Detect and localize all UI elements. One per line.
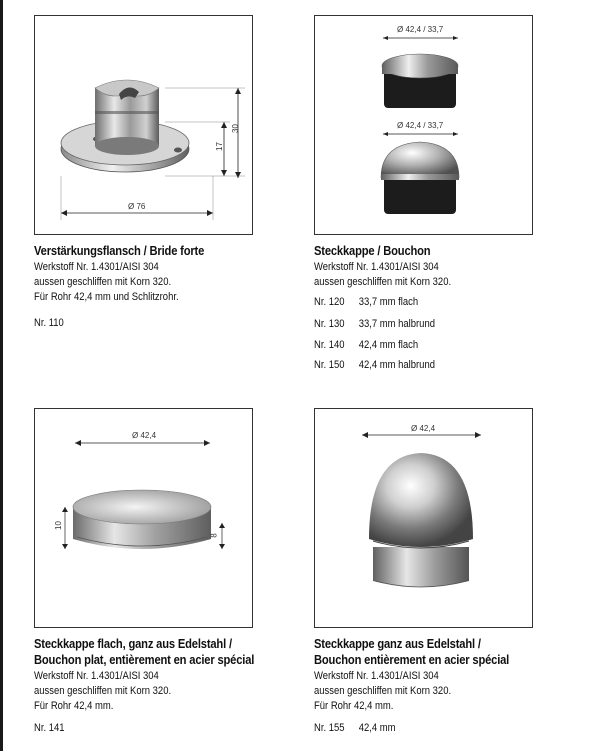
product-number xyxy=(34,317,64,329)
product-image-flange xyxy=(34,15,253,235)
product-title: Verstärkungsflansch / Bride forte xyxy=(34,243,205,258)
product-number-desc: 42,4 mm xyxy=(358,722,396,734)
product-image-flat-cap xyxy=(34,408,253,628)
product-number-label: Nr. 130 xyxy=(314,318,345,330)
product-number-desc: 33,7 mm flach xyxy=(358,296,419,308)
product-image-caps xyxy=(314,15,533,235)
product-number-row xyxy=(314,339,418,351)
product-number-label: Nr. 110 xyxy=(34,317,64,329)
product-finish: aussen geschliffen mit Korn 320. xyxy=(314,276,452,288)
product-material: Werkstoff Nr. 1.4301/AISI 304 xyxy=(34,670,159,682)
dim-diameter-label: Ø 76 xyxy=(128,202,146,211)
product-number-desc: 42,4 mm halbrund xyxy=(358,359,435,371)
product-title-fr: Bouchon plat, entièrement en acier spécial xyxy=(34,652,255,667)
dim-height-label: 30 xyxy=(230,124,240,133)
product-number-row xyxy=(314,318,435,330)
dim-height2-label: 17 xyxy=(214,142,224,151)
product-finish: aussen geschliffen mit Korn 320. xyxy=(34,276,172,288)
product-material: Werkstoff Nr. 1.4301/AISI 304 xyxy=(314,670,439,682)
dim-flat-inner-label: 8 xyxy=(209,533,219,538)
product-number-desc: 42,4 mm flach xyxy=(358,339,419,351)
product-number-row xyxy=(314,722,396,734)
dim-flat-diameter-label: Ø 42,4 xyxy=(132,431,157,440)
product-number xyxy=(34,722,65,734)
product-title-fr: Bouchon entièrement en acier spécial xyxy=(314,652,510,667)
dome-cap-drawing xyxy=(315,409,532,627)
product-number-row xyxy=(314,296,418,308)
dim-flat-height-label: 10 xyxy=(53,521,63,530)
product-pipe: Für Rohr 42,4 mm. xyxy=(314,700,394,712)
product-number-desc: 33,7 mm halbrund xyxy=(358,318,435,330)
product-title: Steckkappe ganz aus Edelstahl / xyxy=(314,636,481,651)
flat-cap-drawing xyxy=(35,409,252,627)
product-material: Werkstoff Nr. 1.4301/AISI 304 xyxy=(314,261,439,273)
product-number-label: Nr. 150 xyxy=(314,359,345,371)
product-image-dome-cap xyxy=(314,408,533,628)
dim-dome-diameter-label: Ø 42,4 xyxy=(411,424,436,433)
product-title: Steckkappe / Bouchon xyxy=(314,243,431,258)
dim-caps-flat-label: Ø 42,4 / 33,7 xyxy=(397,25,444,34)
product-number-label: Nr. 141 xyxy=(34,722,65,734)
product-number-label: Nr. 120 xyxy=(314,296,345,308)
product-number-label: Nr. 140 xyxy=(314,339,345,351)
page-edge xyxy=(0,0,3,751)
product-pipe: Für Rohr 42,4 mm. xyxy=(34,700,114,712)
product-pipe: Für Rohr 42,4 mm und Schlitzrohr. xyxy=(34,291,179,303)
product-number-row xyxy=(314,359,435,371)
product-number-label: Nr. 155 xyxy=(314,722,345,734)
product-finish: aussen geschliffen mit Korn 320. xyxy=(34,685,172,697)
product-title: Steckkappe flach, ganz aus Edelstahl / xyxy=(34,636,232,651)
dim-caps-round-label: Ø 42,4 / 33,7 xyxy=(397,121,444,130)
product-material: Werkstoff Nr. 1.4301/AISI 304 xyxy=(34,261,159,273)
product-finish: aussen geschliffen mit Korn 320. xyxy=(314,685,452,697)
